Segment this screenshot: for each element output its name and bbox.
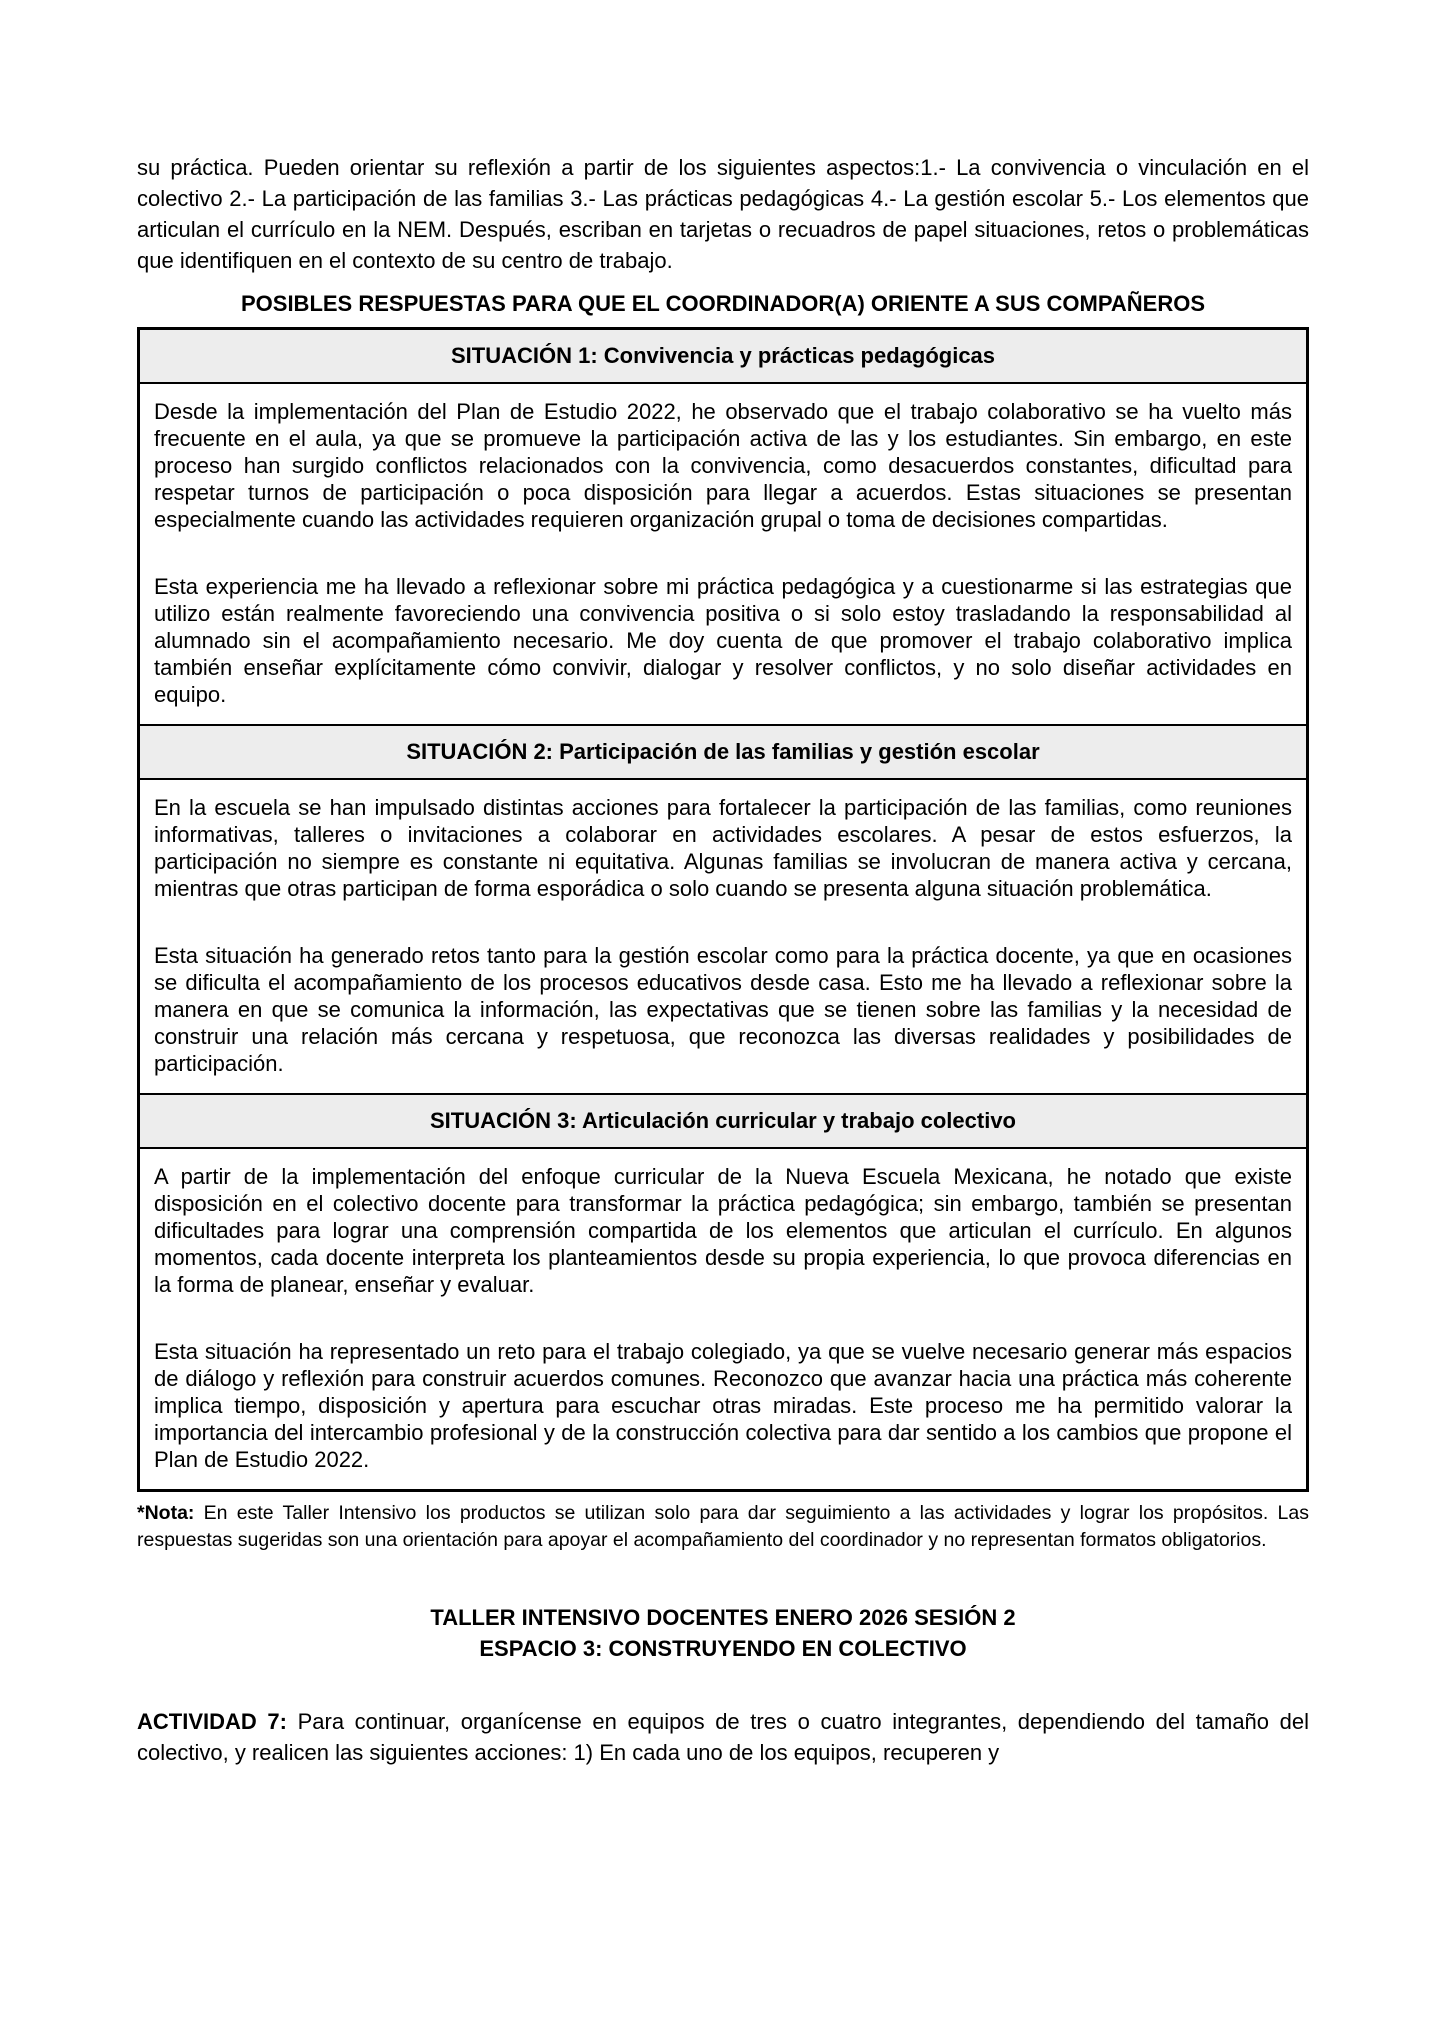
situation-2-title: SITUACIÓN 2: Participación de las familias y gestión escolar bbox=[406, 739, 1040, 764]
intro-paragraph: su práctica. Pueden orientar su reflexión a partir de los siguientes aspectos:1.- La convivencia o vinculación en el colectivo 2.- La participación de las familias 3.- Las prácticas pedagógicas 4.- La gestión escolar 5.- Los elementos que articulan el currículo en la NEM. Después, escriban en tarjetas o recuadros de papel situaciones, retos o problemáticas que identifiquen en el contexto de su centro de trabajo. bbox=[137, 155, 1309, 273]
situation-2-body bbox=[140, 780, 1306, 1095]
page-content bbox=[137, 152, 1309, 1768]
situation-3-paragraph-2: Esta situación ha representado un reto para el trabajo colegiado, ya que se vuelve necesario generar más espacios de diálogo y reflexión para construir acuerdos comunes. Reconozco que avanzar hacia una práctica más coherente implica tiempo, disposición y apertura para escuchar otras miradas. Este proceso me ha permitido valorar la importancia del intercambio profesional y de la construcción colectiva para dar sentido a los cambios que propone el Plan de Estudio 2022. bbox=[154, 1339, 1292, 1472]
situation-1-paragraph-2: Esta experiencia me ha llevado a reflexionar sobre mi práctica pedagógica y a cuestionarme si las estrategias que utilizo están realmente favoreciendo una convivencia positiva o si solo estoy trasladando la responsabilidad al alumnado sin el acompañamiento necesario. Me doy cuenta de que promover el trabajo colaborativo implica también enseñar explícitamente cómo convivir, dialogar y resolver conflictos, y no solo diseñar actividades en equipo. bbox=[154, 574, 1292, 707]
situations-table bbox=[137, 327, 1309, 1492]
situation-1-title: SITUACIÓN 1: Convivencia y prácticas pedagógicas bbox=[450, 343, 996, 368]
situation-3-header bbox=[140, 1095, 1306, 1149]
activity-text: Para continuar, organícense en equipos de tres o cuatro integrantes, dependiendo del tamaño del colectivo, y realicen las siguientes acciones: 1) En cada uno de los equipos, recuperen y bbox=[137, 1709, 1310, 1765]
situation-3-title: SITUACIÓN 3: Articulación curricular y trabajo colectivo bbox=[430, 1108, 1016, 1133]
situation-2-paragraph-1: En la escuela se han impulsado distintas acciones para fortalecer la participación de las familias, como reuniones informativas, talleres o invitaciones a colaborar en actividades escolares. A pesar de estos esfuerzos, la participación no siempre es constante ni equitativa. Algunas familias se involucran de manera activa y cercana, mientras que otras participan de forma esporádica o solo cuando se presenta alguna situación problemática. bbox=[154, 795, 1292, 901]
session-title: TALLER INTENSIVO DOCENTES ENERO 2026 SESIÓN 2 bbox=[430, 1605, 1016, 1630]
situation-1-header bbox=[140, 330, 1306, 384]
situation-1-body bbox=[140, 384, 1306, 726]
activity-paragraph bbox=[137, 1706, 1309, 1768]
situation-2-header bbox=[140, 726, 1306, 780]
situation-3-paragraph-1: A partir de la implementación del enfoque curricular de la Nueva Escuela Mexicana, he notado que existe disposición en el colectivo docente para transformar la práctica pedagógica; sin embargo, también se presentan dificultades para lograr una comprensión compartida de los elementos que articulan el currículo. En algunos momentos, cada docente interpreta los planteamientos desde su propia experiencia, lo que provoca diferencias en la forma de planear, enseñar y evaluar. bbox=[154, 1164, 1292, 1297]
table-title: POSIBLES RESPUESTAS PARA QUE EL COORDINADOR(A) ORIENTE A SUS COMPAÑEROS bbox=[240, 291, 1205, 316]
note-paragraph bbox=[137, 1500, 1309, 1554]
note-text: En este Taller Intensivo los productos se utilizan solo para dar seguimiento a las actividades y lograr los propósitos. Las respuestas sugeridas son una orientación para apoyar el acompañamiento del coordinador y no representan formatos obligatorios. bbox=[137, 1502, 1309, 1551]
activity-label: ACTIVIDAD 7: bbox=[137, 1709, 287, 1734]
situation-3-body bbox=[140, 1149, 1306, 1489]
situation-2-paragraph-2: Esta situación ha generado retos tanto para la gestión escolar como para la práctica docente, ya que en ocasiones se dificulta el acompañamiento de los procesos educativos desde casa. Esto me ha llevado a reflexionar sobre la manera en que se comunica la información, las expectativas que se tienen sobre las familias y la necesidad de construir una relación más cercana y respetuosa, que reconozca las diversas realidades y posibilidades de participación. bbox=[154, 943, 1292, 1076]
note-label: *Nota: bbox=[137, 1502, 195, 1524]
situation-1-paragraph-1: Desde la implementación del Plan de Estudio 2022, he observado que el trabajo colaborativo se ha vuelto más frecuente en el aula, ya que se promueve la participación activa de las y los estudiantes. Sin embargo, en este proceso han surgido conflictos relacionados con la convivencia, como desacuerdos constantes, dificultad para respetar turnos de participación o poca disposición para llegar a acuerdos. Estas situaciones se presentan especialmente cuando las actividades requieren organización grupal o toma de decisiones compartidas. bbox=[154, 399, 1292, 532]
space-title: ESPACIO 3: CONSTRUYENDO EN COLECTIVO bbox=[479, 1636, 967, 1661]
